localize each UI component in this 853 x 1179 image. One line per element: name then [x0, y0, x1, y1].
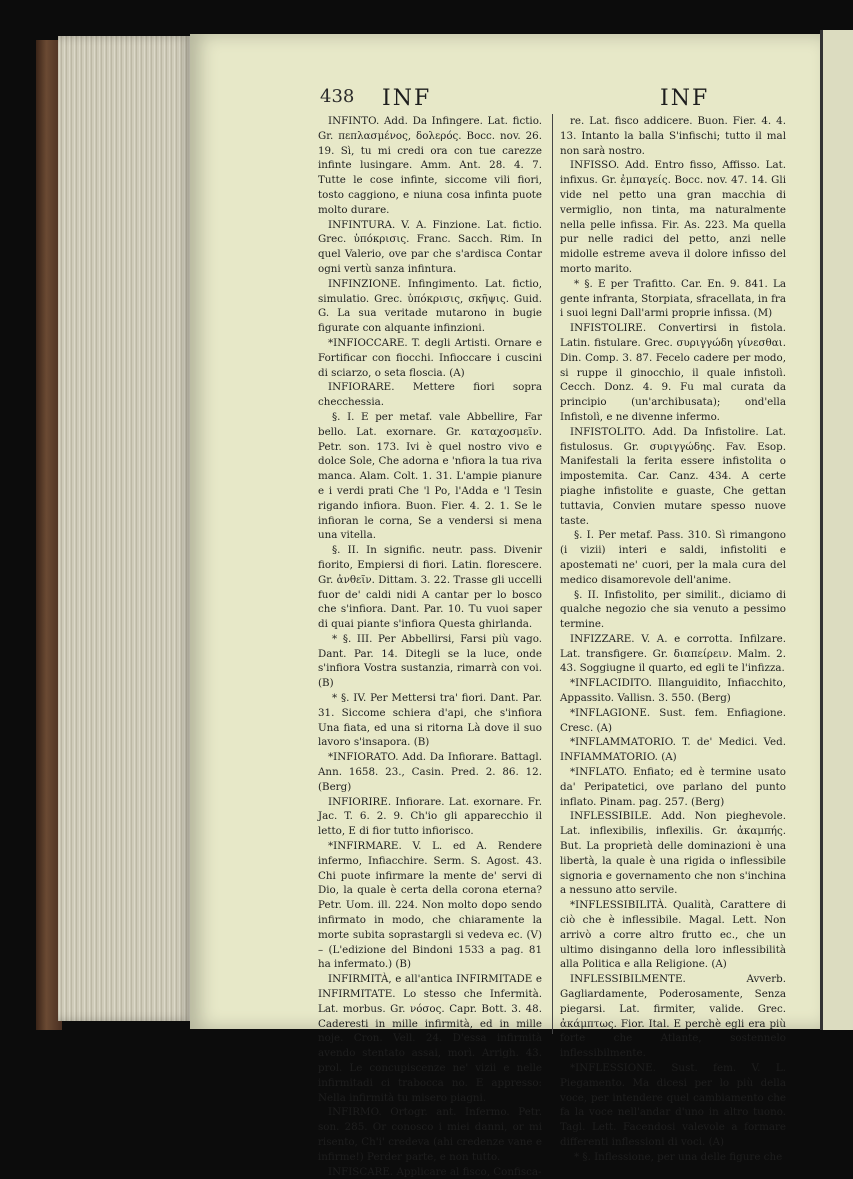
entry-inflacidito: *INFLACIDITO. Illanguidito, Infiacchito, Appassito. Vallisn. 3. 550. (Berg) — [560, 677, 786, 705]
entry-infinto: INFINTO. Add. Da Infingere. Lat. fictio. Gr. πεπλασμένος, δολερός. Bocc. nov. 26. 19. Sì, tu mi credi ora con tue carezze infinte lusingare. Amm. Ant. 28. 4. 7. Tutte le cose infinte, siccome vili fiori, tosto caggiono, e niuna cosa infinta puote molto durare. — [318, 115, 542, 216]
entry-infinzione: INFINZIONE. Infingimento. Lat. fictio, simulatio. Grec. ὑπόκρισις, σκῆψις. Guid. G. La sua veritade mutarono in bugie figurate con alquante infinzioni. — [318, 277, 542, 335]
entry-infistolire: INFISTOLIRE. Convertirsi in fistola. Latin. fistulare. Grec. συριγγώδη γίνεσθαι. Din. Comp. 3. 87. Fecelo cadere per modo, si ruppe il ginocchio, il quale infistolì. Cecch. Donz. 4. 9. Fu mal curata da principio (un'archibusata); ond'ella Infistolì, e ne divenne infermo. — [560, 322, 786, 423]
entry-inflammatorio: *INFLAMMATORIO. T. de' Medici. Ved. INFIAMMATORIO. (A) — [560, 736, 786, 764]
entry-infiscare-cont: re. Lat. fisco addicere. Buon. Fier. 4. 4. 13. Intanto la balla S'infischi; tutto il mal non sarà nostro. — [560, 115, 786, 157]
left-column — [318, 114, 542, 1178]
entry-inflessione: *INFLESSIONE. Sust. fem. V. L. Piegamento. Ma dicesi per lo più della voce, per intendere quel cambiamento che fa la voce nell'andar d'uno in altro tuono. Tagl. Lett. Facendosi valevole a formare differenti inflessioni di voci. (A) — [560, 1062, 786, 1148]
entry-infintura: INFINTURA. V. A. Finzione. Lat. fictio. Grec. ὑπόκρισις. Franc. Sacch. Rim. In quel Valerio, ove par che s'ardisca Contar ogni vertù sanza infintura. — [318, 218, 542, 275]
entry-infiorare: INFIORARE. Mettere fiori sopra checchessia. — [318, 381, 542, 409]
entry-infirmare: *INFIRMARE. V. L. ed A. Rendere infermo, Infiacchire. Serm. S. Agost. 43. Chi puote infirmare la mente de' servi di Dio, la quale è certa della corona eterna? Petr. Uom. ill. 224. Non molto dopo sendo infirmato in modo, che chiaramente la morte subita soprastargli si vedeva ec. (V) – (L'edizione del Bindoni 1533 a pag. 81 ha infermato.) (B) — [318, 840, 542, 971]
entry-infisso: INFISSO. Add. Entro fisso, Affisso. Lat. infixus. Gr. ἐμπαγείς. Bocc. nov. 47. 14. Gli vide nel petto una gran macchia di vermiglio, non tinta, ma naturalmente nella pelle infissa. Fir. As. 223. Ma quella pur nelle radici del petto, anzi nelle midolle estreme aveva il dolore infisso del morto marito. — [560, 159, 786, 275]
running-head-left: INF — [382, 86, 432, 111]
entry-infiorire: INFIORIRE. Infiorare. Lat. exornare. Fr. Jac. T. 6. 2. 9. Ch'io gli apparecchio il letto, E di fior tutto infiorisco. — [318, 795, 542, 838]
entry-infiorare-s3: * §. III. Per Abbellirsi, Farsi più vago. Dant. Par. 14. Ditegli se la luce, onde s'infiora Vostra sustanzia, rimarrà con voi. (B) — [318, 632, 542, 690]
entry-inflagione: *INFLAGIONE. Sust. fem. Enfiagione. Cresc. (A) — [560, 706, 786, 734]
entry-inflessibilita: *INFLESSIBILITÀ. Qualità, Carattere di ciò che è inflessibile. Magal. Lett. Non arrivò a corre altro frutto ec., che un ultimo disinganno della loro inflessibilità alla Politica e alla Religione. (A) — [560, 899, 786, 971]
entry-inflessibilmente: INFLESSIBILMENTE. Avverb. Gagliardamente, Poderosamente, Senza piegarsi. Lat. firmiter, valide. Grec. ἀκάμπτως. Fior. Ital. E perchè egli era più forte che Atlante, sostennelo inflessibilmente. — [560, 973, 786, 1060]
entry-infirmo: INFIRMO. Ortogr. ant. Infermo. Petr. son. 285. Or conosco i miei danni, or mi risento, Ch'i' credeva (ahi credenze vane e infirme!) Perder parte, e non tutto. — [318, 1106, 542, 1163]
running-header — [320, 86, 770, 112]
page-number: 438 — [320, 86, 355, 107]
entry-infiorato: *INFIORATO. Add. Da Infiorare. Battagl. Ann. 1658. 23., Casin. Pred. 2. 86. 12. (Berg) — [318, 751, 542, 793]
page-edges — [58, 36, 192, 1021]
column-rule — [552, 114, 553, 1034]
entry-inflato: *INFLATO. Enfiato; ed è termine usato da' Peripatetici, ove parlano del punto inflato. Pinam. pag. 257. (Berg) — [560, 766, 786, 808]
running-head-right: INF — [660, 86, 710, 111]
entry-infisso-s1: * §. E per Trafitto. Car. En. 9. 841. La gente infranta, Storpiata, sfracellata, in fra i suoi legni Dall'armi proprie infissa. (M) — [560, 277, 786, 320]
entry-infirmita: INFIRMITÀ, e all'antica INFIRMITADE e INFIRMITATE. Lo stesso che Infermità. Lat. morbus. Gr. νόσος. Capr. Bott. 3. 48. Caderesti in mille infirmità, ed in mille noje. Cron. Vell. 24. D'essa infirmità avendo stentato assai, morì. Arrigh. 43. prol. Le concupiscenze ne' vizii e nelle infirmitadi ci trabocca no. E appresso: Nella infirmità tu misero piagni. — [318, 973, 542, 1104]
entry-infistolito-s2: §. II. Infistolito, per similit., diciamo di qualche negozio che sia venuto a pessimo termine. — [560, 588, 786, 631]
entry-infiorare-s4: * §. IV. Per Mettersi tra' fiori. Dant. Par. 31. Siccome schiera d'api, che s'infiora Una fiata, ed una si ritorna Là dove il suo lavoro s'insapora. (B) — [318, 692, 542, 749]
facing-page-edge — [820, 30, 853, 1030]
entry-infiorare-s2: §. II. In signific. neutr. pass. Divenir fiorito, Empiersi di fiori. Latin. florescere. Gr. ἀνθεῖν. Dittam. 3. 22. Trasse gli uccelli fuor de' caldi nidi A cantar per lo bosco che s'infiora. Dant. Par. 10. Tu vuoi saper di quai piante s'infiora Questa ghirlanda. — [318, 544, 542, 631]
entry-infiscare: INFISCARE. Applicare al fisco, Confisca- — [328, 1165, 542, 1178]
entry-infistolito-s1: §. I. Per metaf. Pass. 310. Sì rimangono (i vizii) interi e saldi, infistoliti e apostemati ne' cuori, per la mala cura del medico disamorevole dell'anime. — [560, 529, 786, 586]
right-column — [560, 114, 786, 1163]
entry-inflessione-s1: * §. Inflessione, per una delle figure che — [574, 1150, 783, 1163]
entry-infiorare-s1: §. I. E per metaf. vale Abbellire, Far bello. Lat. exornare. Gr. καταχοσμεῖν. Petr. son. 173. Ivi è quel nostro vivo e dolce Sole, Che adorna e 'nfiora la tua riva manca. Alam. Colt. 1. 31. L'ampie pianure e i verdi prati Che 'l Po, l'Adda e 'l Tesin rigando infiora. Buon. Fier. 4. 2. 1. Se le infioran le corna, Se a vendersi si mena una vitella. — [318, 410, 542, 542]
entry-infistolito: INFISTOLITO. Add. Da Infistolire. Lat. fistulosus. Gr. συριγγώδης. Fav. Esop. Manifestali la ferita essere infistolita o impostemita. Car. Canz. 434. A certe piaghe infistolite e guaste, Che gettan tuttavia, Convien mutare spesso nuove taste. — [560, 425, 786, 527]
entry-infizzare: INFIZZARE. V. A. e corrotta. Infilzare. Lat. transfigere. Gr. διαπείρειν. Malm. 2. 43. Soggiugne il quarto, ed egli te l'infizza. — [560, 632, 786, 675]
entry-inflessibile: INFLESSIBILE. Add. Non pieghevole. Lat. inflexibilis, inflexilis. Gr. ἀκαμπής. But. La proprietà delle dominazioni è una libertà, la quale è una rigida o inflessibile signoria e governamento che non s'inchina a nessuno atto servile. — [560, 810, 786, 897]
entry-infioccare: *INFIOCCARE. T. degli Artisti. Ornare e Fortificar con fiocchi. Infioccare i cuscini di sciarzo, o seta floscia. (A) — [318, 336, 542, 379]
